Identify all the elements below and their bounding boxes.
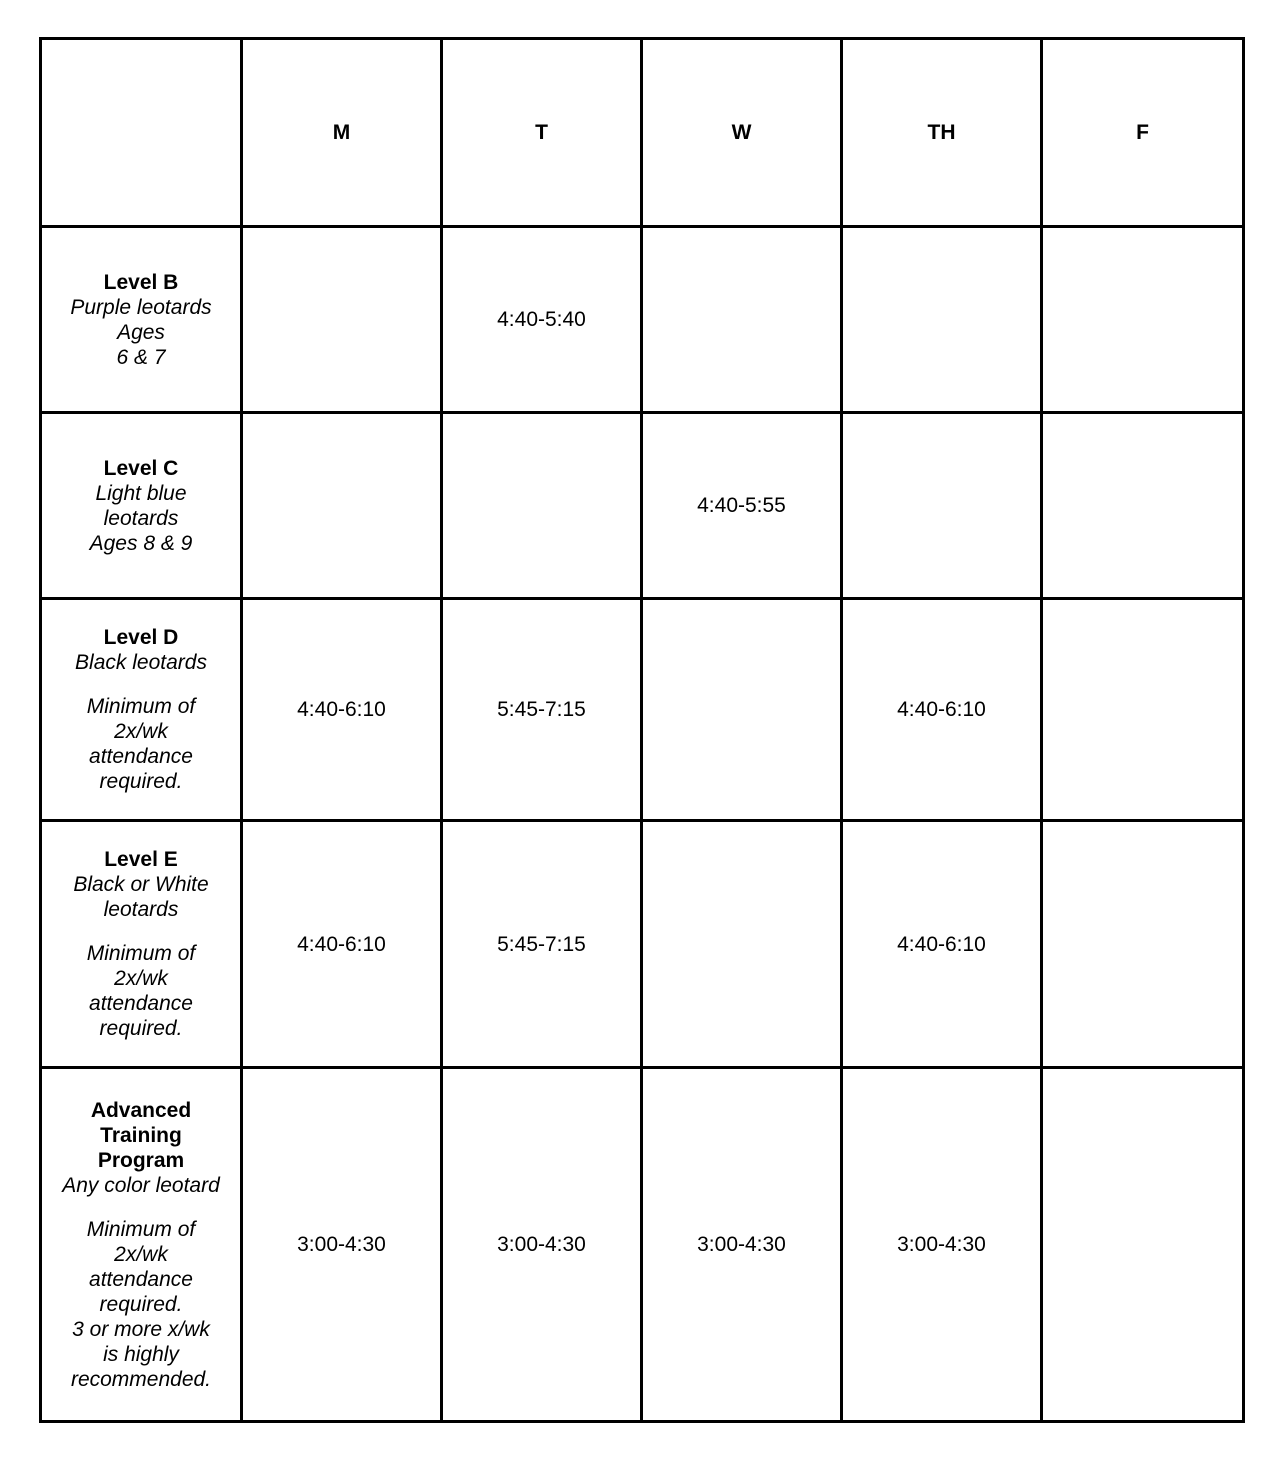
time-cell-tuesday: 5:45-7:15 [442,599,642,821]
level-detail: Light blue [95,481,187,505]
level-detail: attendance [89,745,193,768]
time-cell-monday [242,413,442,599]
corner-cell [41,39,242,227]
level-detail: required. [99,1292,183,1316]
level-title: Level E [104,848,178,871]
level-detail: Black leotards [75,651,207,674]
level-title: Level B [103,270,179,294]
table-row-level-c [41,413,1244,599]
level-detail: Ages [117,320,165,344]
level-label-cell [41,821,242,1068]
time-cell-friday [1042,1068,1244,1422]
level-label-cell [41,599,242,821]
level-label-cell [41,413,242,599]
level-title: Program [97,1148,185,1172]
time-cell-wednesday [642,227,842,413]
level-detail: Ages 8 & 9 [89,531,193,555]
time-cell-tuesday: 5:45-7:15 [442,821,642,1068]
level-detail: Minimum of [86,942,196,965]
time-cell-wednesday: 4:40-5:55 [642,413,842,599]
time-cell-friday [1042,599,1244,821]
time-cell-tuesday: 3:00-4:30 [442,1068,642,1422]
time-cell-friday [1042,227,1244,413]
level-detail: recommended. [70,1367,212,1391]
header-row [41,39,1244,227]
table-row-level-b [41,227,1244,413]
time-cell-wednesday [642,599,842,821]
spacer [50,675,232,694]
level-detail: 3 or more x/wk [72,1317,210,1341]
time-cell-monday: 4:40-6:10 [242,821,442,1068]
table-row-advanced-training [41,1068,1244,1422]
level-detail: 2x/wk [114,720,168,743]
level-detail: attendance [89,1267,193,1291]
time-cell-thursday: 4:40-6:10 [842,821,1042,1068]
time-cell-thursday: 4:40-6:10 [842,599,1042,821]
day-header-thursday: TH [842,39,1042,227]
level-title: Level D [103,626,179,649]
level-detail: required. [99,770,183,793]
level-label-cell [41,227,242,413]
level-detail: 6 & 7 [116,345,166,369]
day-header-wednesday: W [642,39,842,227]
level-detail: attendance [89,992,193,1015]
day-header-friday: F [1042,39,1244,227]
level-detail: is highly [103,1342,179,1366]
level-detail: 2x/wk [114,1242,168,1266]
class-schedule-table [39,37,1245,1423]
table-row-level-e [41,821,1244,1068]
time-cell-wednesday [642,821,842,1068]
table-row-level-d [41,599,1244,821]
level-detail: Purple leotards [70,295,212,319]
level-detail: Any color leotard [62,1173,220,1197]
level-detail: leotards [103,898,179,921]
time-cell-monday: 4:40-6:10 [242,599,442,821]
day-header-monday: M [242,39,442,227]
level-title: Training [100,1123,182,1147]
level-title: Advanced [90,1098,192,1122]
time-cell-friday [1042,821,1244,1068]
level-detail: leotards [103,506,179,530]
time-cell-tuesday [442,413,642,599]
day-header-tuesday: T [442,39,642,227]
time-cell-thursday [842,227,1042,413]
level-detail: required. [99,1017,183,1040]
spacer [50,1198,232,1217]
level-title: Level C [103,456,179,480]
level-label-cell [41,1068,242,1422]
level-detail: Black or White [73,873,209,896]
time-cell-wednesday: 3:00-4:30 [642,1068,842,1422]
time-cell-monday: 3:00-4:30 [242,1068,442,1422]
level-detail: Minimum of [86,1217,196,1241]
time-cell-monday [242,227,442,413]
time-cell-friday [1042,413,1244,599]
time-cell-thursday [842,413,1042,599]
level-detail: 2x/wk [114,967,168,990]
spacer [50,922,232,941]
level-detail: Minimum of [86,695,196,718]
time-cell-tuesday: 4:40-5:40 [442,227,642,413]
time-cell-thursday: 3:00-4:30 [842,1068,1042,1422]
